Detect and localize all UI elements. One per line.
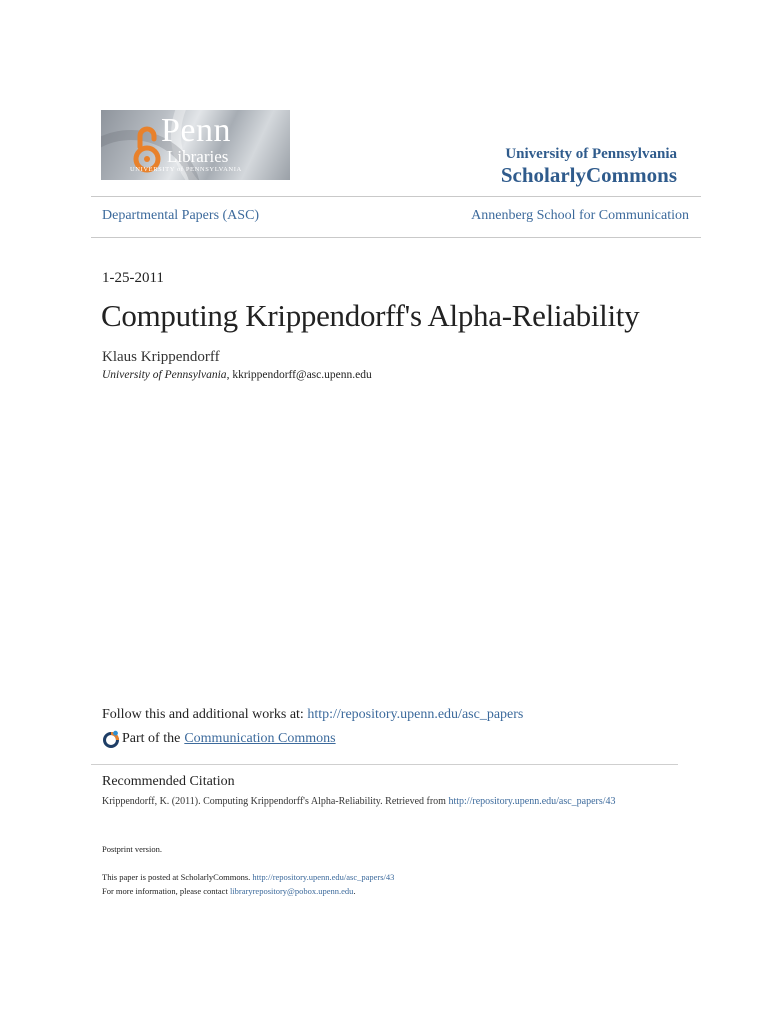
departmental-papers-link[interactable]: Departmental Papers (ASC) — [102, 208, 260, 223]
affiliation-name: University of Pennsylvania — [102, 369, 227, 381]
recommended-citation-heading: Recommended Citation — [102, 774, 235, 789]
digital-commons-network-icon — [102, 730, 120, 748]
citation-text — [102, 796, 616, 807]
part-of-prefix: Part of the — [122, 731, 181, 746]
postprint-note: Postprint version. — [102, 844, 162, 854]
author-name[interactable]: Klaus Krippendorff — [102, 349, 220, 365]
posted-prefix: This paper is posted at ScholarlyCommons. — [102, 872, 253, 882]
university-name[interactable]: University of Pennsylvania — [505, 146, 677, 162]
contact-email-link[interactable]: libraryrepository@pobox.upenn.edu — [229, 886, 354, 896]
annenberg-school-link[interactable]: Annenberg School for Communication — [471, 208, 689, 223]
author-email[interactable]: kkrippendorff@asc.upenn.edu — [232, 369, 372, 381]
logo-university-text: UNIVERSITY of PENNSYLVANIA — [130, 166, 242, 173]
paper-title: Computing Krippendorff's Alpha-Reliability — [101, 298, 640, 333]
follow-prefix: Follow this and additional works at: — [102, 707, 308, 722]
scholarlycommons-title[interactable]: ScholarlyCommons — [500, 163, 677, 187]
header-divider-bottom — [91, 237, 701, 238]
citation-url-link[interactable]: http://repository.upenn.edu/asc_papers/43 — [448, 796, 616, 807]
follow-url-link[interactable]: http://repository.upenn.edu/asc_papers — [307, 707, 524, 722]
contact-prefix: For more information, please contact — [102, 886, 230, 896]
author-affiliation: University of Pennsylvania, kkrippendorff@asc.upenn.edu — [102, 369, 372, 381]
repository-branding — [501, 145, 677, 186]
contact-suffix: . — [353, 886, 356, 896]
publication-date: 1-25-2011 — [102, 270, 164, 286]
posted-url-link[interactable]: http://repository.upenn.edu/asc_papers/43 — [252, 872, 395, 882]
header-divider-top — [91, 196, 701, 197]
posted-note — [102, 872, 394, 882]
citation-body: Krippendorff, K. (2011). Computing Krippendorff's Alpha-Reliability. Retrieved from — [102, 796, 449, 807]
communication-commons-link[interactable]: Communication Commons — [184, 731, 336, 746]
penn-libraries-logo[interactable] — [101, 110, 290, 180]
part-of-line — [102, 730, 336, 748]
contact-note — [102, 886, 356, 896]
follow-line — [102, 707, 523, 723]
logo-libraries-text: Libraries — [167, 147, 229, 166]
citation-divider — [91, 764, 678, 765]
logo-penn-text: Penn — [161, 112, 231, 149]
